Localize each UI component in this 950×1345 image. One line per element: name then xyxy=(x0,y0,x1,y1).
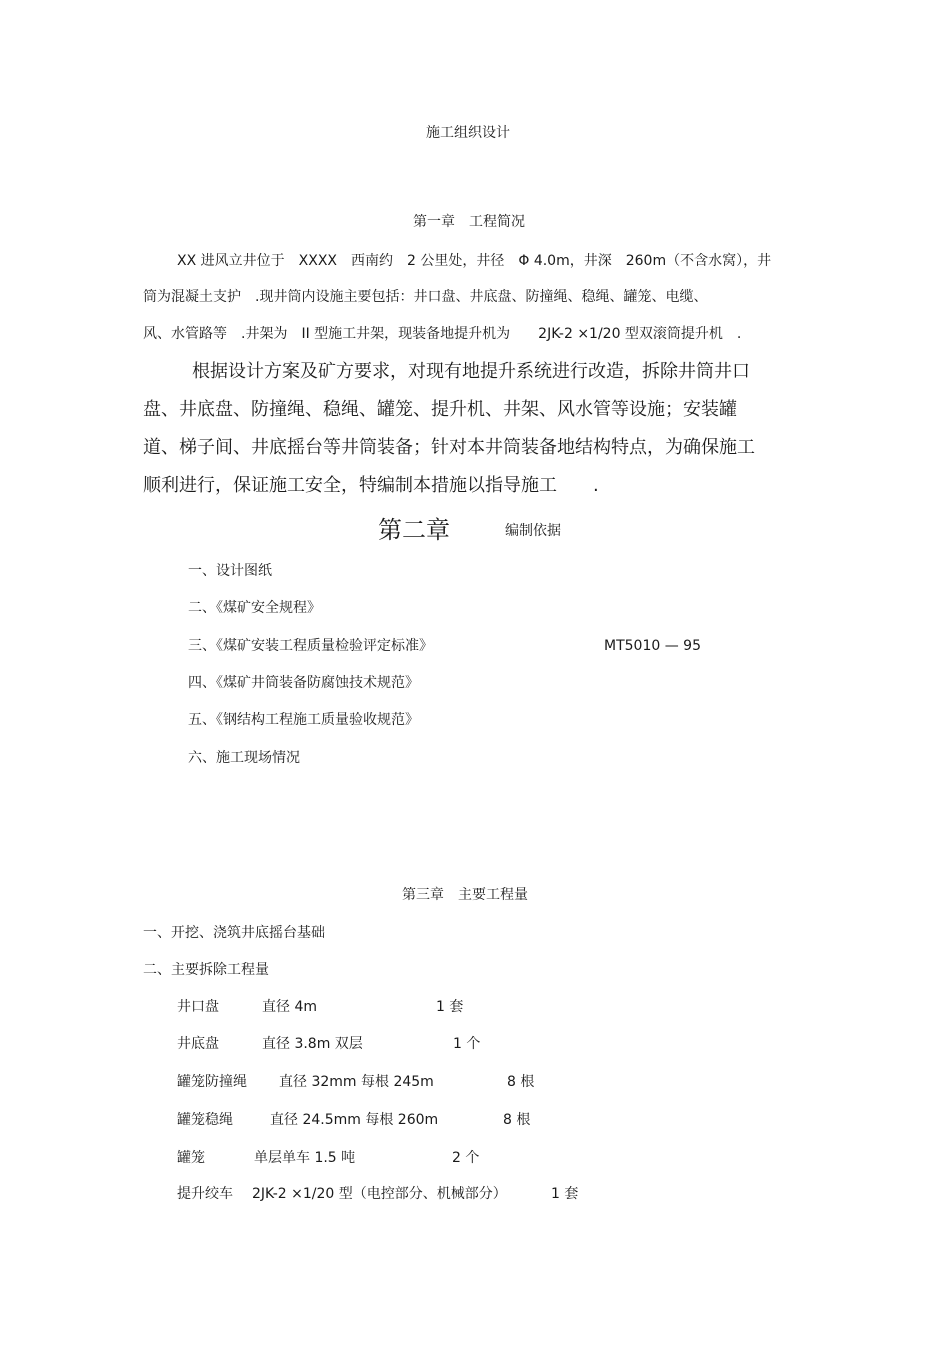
removal-row-qty: 1 个 xyxy=(453,1036,481,1052)
chapter1-heading: 第一章 工程简况 xyxy=(413,214,525,230)
basis-item-2: 二、《煤矿安全规程》 xyxy=(188,600,321,616)
basis-item-3-code: MT5010 — 95 xyxy=(604,638,701,654)
chapter2-subheading: 编制依据 xyxy=(505,523,561,539)
chapter1-para1-line1: XX 进风立井位于 XXXX 西南约 2 公里处，井径 Φ 4.0m，井深 260m（不含水窝），井 xyxy=(177,253,772,269)
basis-item-1: 一、设计图纸 xyxy=(188,563,272,579)
removal-row-spec: 直径 24.5mm 每根 260m xyxy=(270,1112,439,1128)
chapter1-para2-line1: 根据设计方案及矿方要求，对现有地提升系统进行改造，拆除井筒井口 xyxy=(192,361,750,382)
chapter1-para2-line3: 道、梯子间、井底摇台等井筒装备；针对本井筒装备地结构特点，为确保施工 xyxy=(143,437,755,458)
chapter1-para1-line2: 筒为混凝土支护 .现井筒内设施主要包括：井口盘、井底盘、防撞绳、稳绳、罐笼、电缆、 xyxy=(143,289,708,305)
removal-row-qty: 8 根 xyxy=(507,1074,535,1090)
basis-item-5: 五、《钢结构工程施工质量验收规范》 xyxy=(188,712,419,728)
removal-row-name: 井口盘 xyxy=(177,999,219,1015)
removal-row-qty: 2 个 xyxy=(452,1150,480,1166)
removal-row-qty: 8 根 xyxy=(503,1112,531,1128)
removal-row-name: 罐笼 xyxy=(177,1150,205,1166)
removal-row-name: 井底盘 xyxy=(177,1036,219,1052)
chapter3-item-2: 二、主要拆除工程量 xyxy=(143,962,269,978)
basis-item-6: 六、施工现场情况 xyxy=(188,750,300,766)
removal-row-spec: 直径 32mm 每根 245m xyxy=(279,1074,434,1090)
removal-row-qty: 1 套 xyxy=(436,999,464,1015)
document-title: 施工组织设计 xyxy=(426,125,510,141)
chapter1-para2-line4: 顺利进行，保证施工安全，特编制本措施以指导施工 . xyxy=(143,475,599,496)
removal-row-spec: 直径 3.8m 双层 xyxy=(262,1036,363,1052)
basis-item-3: 三、《煤矿安装工程质量检验评定标准》 xyxy=(188,638,433,654)
removal-row-name: 罐笼稳绳 xyxy=(177,1112,233,1128)
removal-row-name: 提升绞车 xyxy=(177,1186,233,1202)
chapter1-para1-line3: 风、水管路等 .井架为 II 型施工井架，现装备地提升机为 2JK-2 ×1/20 型双滚筒提升机 . xyxy=(143,326,742,342)
basis-item-4: 四、《煤矿井筒装备防腐蚀技术规范》 xyxy=(188,675,419,691)
removal-row-spec: 直径 4m xyxy=(262,999,317,1015)
removal-row-spec: 单层单车 1.5 吨 xyxy=(254,1150,356,1166)
removal-row-spec: 2JK-2 ×1/20 型（电控部分、机械部分） xyxy=(252,1186,507,1202)
chapter2-heading: 第二章 xyxy=(378,516,450,544)
chapter1-para2-line2: 盘、井底盘、防撞绳、稳绳、罐笼、提升机、井架、风水管等设施；安装罐 xyxy=(143,399,737,420)
chapter3-item-1: 一、开挖、浇筑井底摇台基础 xyxy=(143,925,325,941)
removal-row-qty: 1 套 xyxy=(551,1186,579,1202)
chapter3-heading: 第三章 主要工程量 xyxy=(402,887,528,903)
removal-row-name: 罐笼防撞绳 xyxy=(177,1074,247,1090)
